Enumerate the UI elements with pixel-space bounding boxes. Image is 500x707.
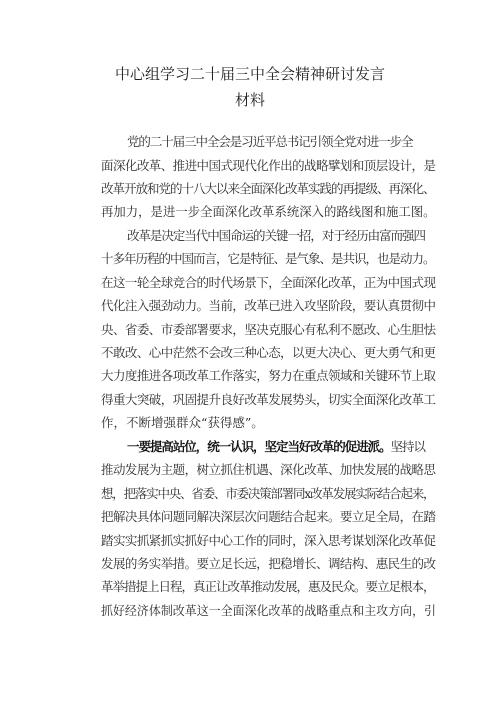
paragraph-3-line-7: 革举措提上日程，真正让改革推动发展，惠及民众。要立足根本，	[101, 579, 435, 594]
paragraph-3-line-4: 把解决具体问题同解决深层次问题结合起来。要立足全局，在踏	[101, 509, 436, 524]
paragraph-1-line-4: 再加力，是进一步全面深化改革系统深入的路线图和施工图。	[101, 204, 436, 219]
paragraph-2-line-5: 央、省委、市委部署要求，坚决克服心有私利不愿改、心生胆怯	[101, 322, 436, 337]
paragraph-3-bold-lead: 一要提高站位，统一认识，坚定当好改革的促进派。	[127, 439, 391, 454]
paragraph-3-line-6: 发展的务实举措。要立足长远，把稳增长、调结构、惠民生的改	[101, 556, 436, 571]
paragraph-3-line-8: 抓好经济体制改革这一全面深化改革的战略重点和主攻方向，引	[101, 603, 437, 618]
paragraph-2-line-8: 得重大突破，巩固提升良好改革发展势头，切实全面深化改革工	[101, 392, 436, 407]
paragraph-2-line-7: 大力度推进各项改革工作落实，努力在重点领域和关键环节上取	[101, 368, 436, 383]
paragraph-2-line-2: 十多年历程的中国而言，它是特征、是气象、是共识，也是动力。	[101, 251, 435, 266]
paragraph-2-line-9: 作，不断增强群众“获得感”。	[101, 415, 264, 430]
paragraph-3-line-1	[127, 440, 436, 454]
paragraph-1-line-1: 党的二十届三中全会是习近平总书记引领全党对进一步全	[127, 134, 413, 149]
paragraph-2-line-3: 在这一轮全球竞合的时代场景下，全面深化改革，正为中国式现	[101, 275, 436, 290]
paragraph-3-line-5: 踏实实抓紧抓实抓好中心工作的同时，深入思考谋划深化改革促	[101, 533, 436, 548]
document-title: 中心组学习二十届三中全会精神研讨发言	[114, 65, 385, 83]
paragraph-3-line-3: 想，把落实中央、省委、市委决策部署同x改革发展实际结合起来，	[101, 486, 435, 501]
paragraph-3-line-2: 推动发展为主题，树立抓住机遇、深化改革、加快发展的战略思	[101, 462, 436, 477]
document-title-continued: 材料	[234, 91, 265, 109]
paragraph-1-line-2: 面深化改革、推进中国式现代化作出的战略擘划和顶层设计，是	[101, 158, 436, 173]
paragraph-2-line-1: 改革是决定当代中国命运的关键一招，对于经历由富而强四	[127, 228, 425, 243]
paragraph-1-line-3: 改革开放和党的十八大以来全面深化改革实践的再提级、再深化、	[101, 181, 435, 196]
paragraph-3-lead-rest: 坚持以	[390, 439, 425, 454]
paragraph-2-line-6: 不敢改、心中茫然不会改三种心态，以更大决心、更大勇气和更	[101, 345, 436, 360]
paragraph-2-line-4: 代化注入强劲动力。当前，改革已进入攻坚阶段，要认真贯彻中	[101, 298, 436, 313]
